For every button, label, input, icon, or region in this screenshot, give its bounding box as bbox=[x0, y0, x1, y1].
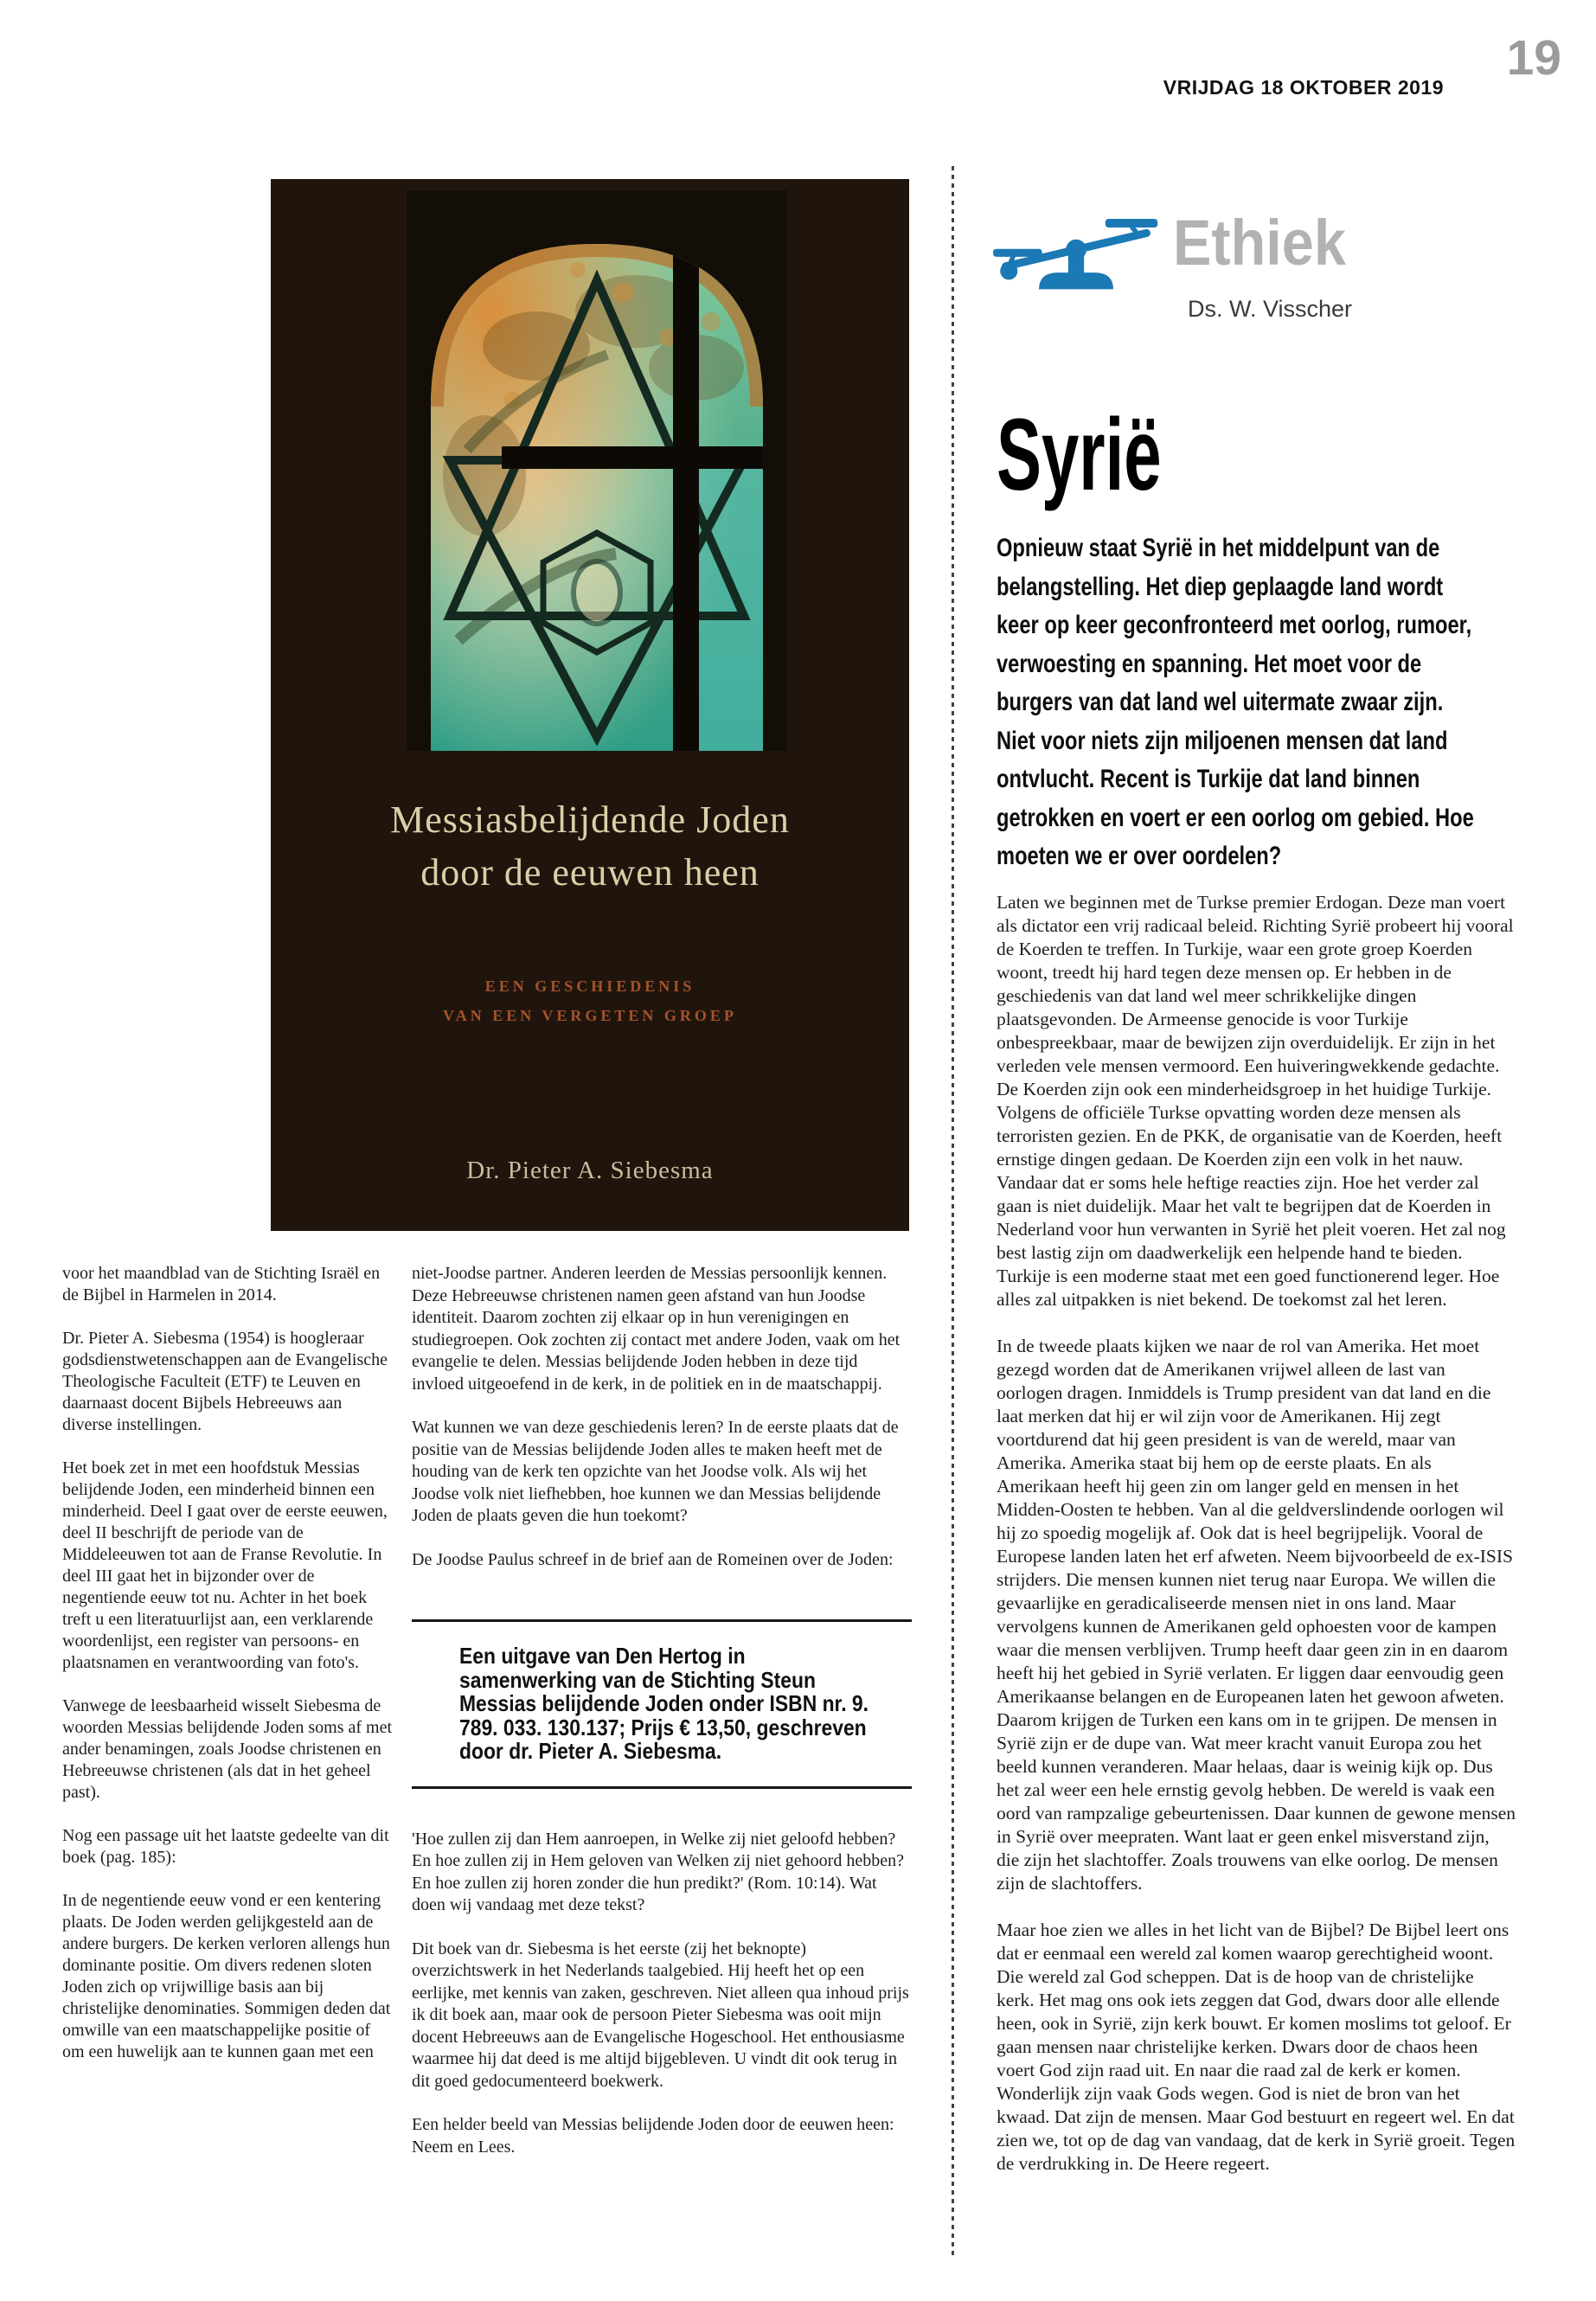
section-title: Ethiek bbox=[1173, 207, 1346, 279]
review-paragraph: Wat kunnen we van deze geschiedenis leren? In de eerste plaats dat de positie van de Messias belijdende Joden alles te maken heeft met de houding van de kerk ten opzichte van het Joodse volk. Als wij het Joodse volk niet liefhebben, hoe kunnen we dan Messias belijdende Joden de plaats geven die hun toekomt? bbox=[412, 1418, 899, 1525]
publisher-info-box bbox=[412, 1619, 912, 1789]
article-paragraph: Maar hoe zien we alles in het licht van de Bijbel? De Bijbel leert ons dat er eenmaal een wereld zal komen waarop gerechtigheid woont. Die wereld zal God scheppen. Dat is de hoop van de christelijke kerk. Het mag ons ook iets zeggen dat God, dwars door alle ellende heen, ook in Syrië, zijn kerk bouwt. Er komen moslims tot geloof. Er gaan mensen naar christelijke kerken. Dwars door de chaos heen voert God zijn raad uit. En naar die raad zal de kerk er komen. Wonderlijk zijn vaak Gods wegen. God is niet de bron van het kwaad. Dat zijn de mensen. Maar God bestuurt en regeert wel. En dat zien we, tot op de dag van vandaag, dat de kerk in Syrië groeit. Tegen de verdrukking in. De Heere regeert. bbox=[997, 1920, 1516, 2174]
review-paragraph: In de negentiende eeuw vond er een kentering plaats. De Joden werden gelijkgesteld aan de andere burgers. De kerken verloren allengs hun dominante positie. Om divers redenen sloten Joden zich op vrijwillige basis aan bij christelijke denominaties. Sommigen deden dat omwille van een maatschappelijke positie of om een huwelijk aan te kunnen gaan met een bbox=[62, 1891, 391, 2061]
review-paragraph: niet-Joodse partner. Anderen leerden de Messias persoonlijk kennen. Deze Hebreeuwse christenen namen geen afstand van hun Joodse identiteit. Daarom zochten zij elkaar op in hun verenigingen en studiegroepen. Ook zochten zij contact met andere Joden, vaak om het evangelie te delen. Messias belijdende Joden hebben in deze tijd invloed uitgeoefend in de kerk, in de politiek en in de maatschappij. bbox=[412, 1264, 901, 1394]
article-body-column bbox=[997, 891, 1516, 2199]
review-middle-column bbox=[412, 1263, 912, 2180]
book-cover bbox=[271, 179, 909, 1231]
article-headline: Syrië bbox=[997, 398, 1162, 512]
stained-glass-window-photo bbox=[407, 190, 787, 751]
article-paragraph: In de tweede plaats kijken we naar de rol van Amerika. Het moet gezegd worden dat de Amerikanen vrijwel alleen de last van oorlogen dragen. Inmiddels is Trump president van dat land en die laat merken dat hij er wil zijn voor de Amerikanen. Hij zegt voortdurend dat hij geen president is van de wereld, maar van Amerika. Amerika staat bij hem op de eerste plaats. En als Amerikaan heeft hij geen zin om langer geld en mensen in het Midden-Oosten te hebben. Van al die geldverslindende oorlogen wil hij zo spoedig mogelijk af. Ook dat is heel begrijpelijk. Vooral de Europese landen laten het erf afweten. Neem bijvoorbeeld de ex-ISIS strijders. Die mensen kunnen niet terug naar Europa. We willen die gevaarlijke en geradicaliseerde mensen niet in ons land. Maar vervolgens kunnen de Amerikanen geld ophoesten voor de kampen waar die mensen verblijven. Trump heeft daar geen zin in en daarom heeft hij het gebied in Syrië verlaten. Er liggen daar eenvoudig geen Amerikaanse belangen en de Europeanen laten het gewoon afweten. Daarom krijgen de Turken een kans om in te grijpen. De mensen in Syrië zijn er de dupe van. Wat meer kracht vanuit Europa zou het beeld kunnen veranderen. Maar helaas, daar is weinig kijk op. Dus het zal weer een hele ernstig gevolg hebben. De wereld is vaak een oord van rampzalige gebeurtenissen. Daar kunnen de gewone mensen in Syrië over meepraten. Want laat er geen enkel misverstand zijn, die zijn het slachtoffer. Zoals trouwens van elke oorlog. De mensen zijn de slachtoffers. bbox=[997, 1336, 1516, 1894]
balance-scale-icon bbox=[993, 209, 1159, 292]
article-paragraph: Laten we beginnen met de Turkse premier Erdogan. Deze man voert als dictator een vrij radicaal beleid. Richting Syrië probeert hij vooral de Koerden te treffen. In Turkije, waar een grote groep Koerden woont, treedt hij hard tegen deze mensen op. Er hebben in de geschiedenis van dat land wel meer schrikkelijke dingen plaatsgevonden. De Armeense genocide is voor Turkije onbespreekbaar, maar de bewijzen zijn overduidelijk. Er zijn in het verleden vele mensen vermoord. Een huiveringwekkende gedachte. De Koerden zijn ook een minderheidsgroep in het huidige Turkije. Volgens de officiële Turkse opvatting worden deze mensen als terroristen gezien. En de PKK, de organisatie van de Koerden, heeft ernstige dingen gedaan. De Koerden zijn een volk in het nauw. Vandaar dat er soms hele heftige reacties zijn. Hoe het verder zal gaan is niet duidelijk. Maar het valt te begrijpen dat de Koerden in Nederland voor hun verwanten in Syrië het pleit voeren. Het zal nog best lastig zijn om daadwerkelijk een helpende hand te bieden. Turkije is een moderne staat met een goed functionerend leger. Hoe alles zal uitpakken is niet bekend. De toekomst zal het leren. bbox=[997, 892, 1514, 1310]
review-paragraph: Dit boek van dr. Siebesma is het eerste (zij het beknopte) overzichtswerk in het Nederlands taalgebied. Hij heeft het op een eerlijke, met kennis van zaken, geschreven. Niet alleen qua inhoud prijs ik dit boek aan, maar ook de persoon Pieter Siebesma was ooit mijn docent Hebreeuws aan de Evangelische Hogeschool. Het enthousiasme waarmee hij dat deed is me altijd bijgebleven. U vindt dit ook terug in dit goed gedocumenteerd boekwerk. bbox=[412, 1939, 909, 2091]
review-paragraph: Vanwege de leesbaarheid wisselt Siebesma de woorden Messias belijdende Joden soms af met ander benamingen, zoals Joodse christenen en Hebreeuwse christenen (als dat in het geheel past). bbox=[62, 1696, 393, 1802]
book-title-line2: door de eeuwen heen bbox=[420, 851, 760, 894]
article-intro: Opnieuw staat Syrië in het middelpunt van de belangstelling. Het diep geplaagde land wordt keer op keer geconfronteerd met oorlog, rumoer, verwoesting en spanning. Het moet voor de burgers van dat land wel uitermate zwaar zijn. Niet voor niets zijn miljoenen mensen dat land ontvlucht. Recent is Turkije dat land binnen getrokken en voert er een oorlog om gebied. Hoe moeten we er over oordelen? bbox=[997, 534, 1474, 870]
publisher-note: Een uitgave van Den Hertog in samenwerking van de Stichting Steun Messias belijdende Joden onder ISBN nr. 9. 789. 033. 130.137; Prijs € 13,50, geschreven door dr. Pieter A. Siebesma. bbox=[459, 1643, 869, 1764]
book-title bbox=[271, 793, 909, 899]
review-paragraph: Een helder beeld van Messias belijdende Joden door de eeuwen heen: Neem en Lees. bbox=[412, 2115, 894, 2157]
review-paragraph: Nog een passage uit het laatste gedeelte van dit boek (pag. 185): bbox=[62, 1826, 389, 1867]
page-date: VRIJDAG 18 OKTOBER 2019 bbox=[1163, 76, 1444, 99]
book-author: Dr. Pieter A. Siebesma bbox=[466, 1157, 714, 1184]
review-paragraph: De Joodse Paulus schreef in de brief aan de Romeinen over de Joden: bbox=[412, 1549, 894, 1569]
book-subtitle bbox=[271, 971, 909, 1030]
review-paragraph: voor het maandblad van de Stichting Israël en de Bijbel in Harmelen in 2014. bbox=[62, 1264, 381, 1304]
review-paragraph: Dr. Pieter A. Siebesma (1954) is hoogleraar godsdienstwetenschappen aan de Evangelische Theologische Faculteit (ETF) te Leuven en daarnaast docent Bijbels Hebreeuws aan diverse instellingen. bbox=[62, 1329, 388, 1434]
book-title-line1: Messiasbelijdende Joden bbox=[390, 798, 790, 841]
column-divider bbox=[952, 166, 954, 2259]
book-subtitle-line2: VAN EEN VERGETEN GROEP bbox=[443, 1007, 737, 1024]
book-subtitle-line1: EEN GESCHIEDENIS bbox=[484, 977, 695, 995]
review-paragraph: 'Hoe zullen zij dan Hem aanroepen, in Welke zij niet geloofd hebben? En hoe zullen zij in Hem geloven van Welken zij niet gehoord hebben? En hoe zullen zij horen zonder die hun predikt?' (Rom. 10:14). Wat doen wij vandaag met deze tekst? bbox=[412, 1829, 904, 1914]
review-left-column bbox=[62, 1263, 394, 2085]
section-author: Ds. W. Visscher bbox=[1187, 296, 1352, 322]
page-number: 19 bbox=[1506, 30, 1561, 86]
review-paragraph: Het boek zet in met een hoofdstuk Messias belijdende Joden, een minderheid binnen een minderheid. Deel I gaat over de eerste eeuwen, deel II beschrijft de periode van de Middeleeuwen tot aan de Franse Revolutie. In deel III gaat het in bijzonder over de negentiende eeuw tot nu. Achter in het boek treft u een literatuurlijst aan, een verklarende woordenlijst, een register van persoons- en plaatsnamen en verantwoording van foto's. bbox=[62, 1458, 388, 1672]
